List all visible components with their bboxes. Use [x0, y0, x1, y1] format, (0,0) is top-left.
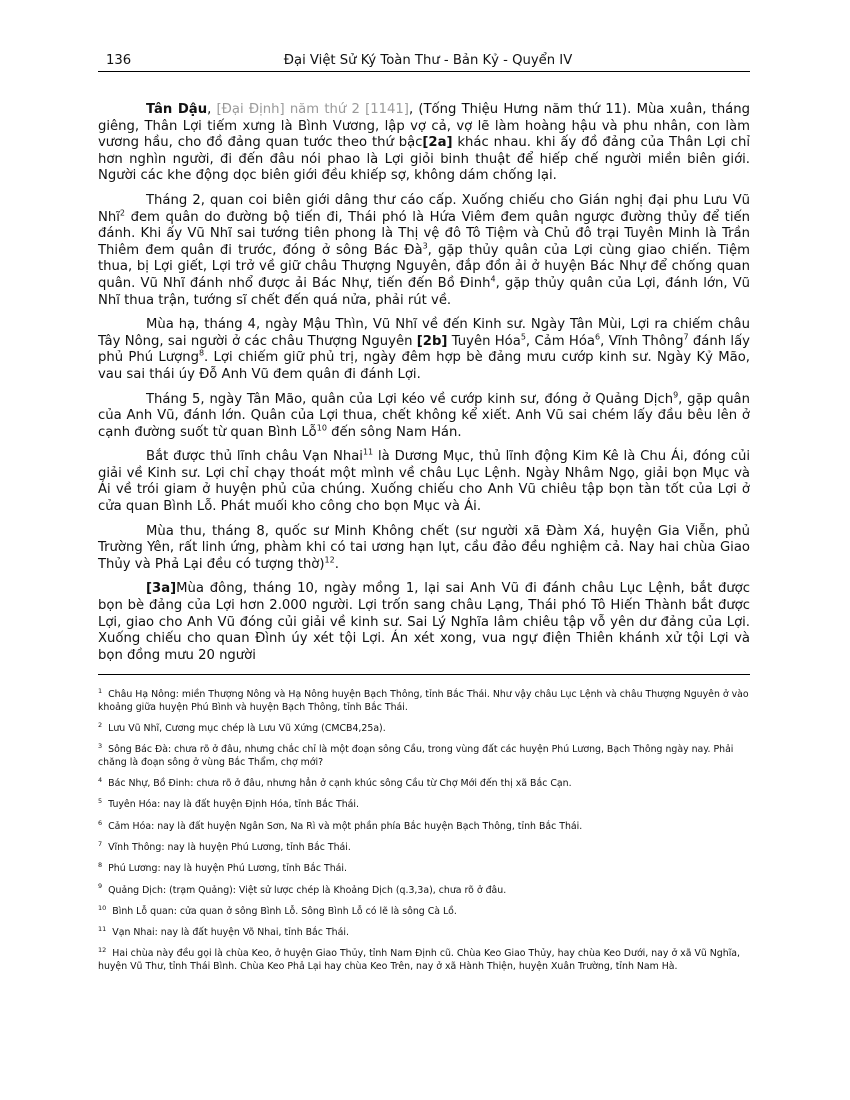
footnotes: [98, 689, 750, 973]
paragraph-6: Mùa thu, tháng 8, quốc sư Minh Không chết (sư người xã Đàm Xá, huyện Gia Viễn, phủ Trường Yên, rất linh ứng, phàm khi có tai ương hạn lụt, cầu đảo đều nghiệm cả. Nay hai chùa Giao Thủy và Phả Lại đều có tượng thờ)$^{12}$.: [98, 523, 750, 572]
page-header: [98, 46, 750, 72]
footnote-ref: 7: [683, 332, 689, 342]
footnote-divider: [98, 674, 750, 675]
footnote-ref: 2: [119, 208, 125, 218]
footnote-ref: 10: [316, 423, 327, 433]
footnote: $^3$ Sông Bác Đà: chưa rõ ở đâu, nhưng chắc chỉ là một đoạn sông Cầu, trong vùng đất các huyện Phú Lương, Bạch Thông ngày nay. Phải chăng là đoạn sông ở vùng Bắc Thẩm, chợ mới?: [98, 742, 734, 768]
footnote: $^4$ Bác Nhự, Bồ Đinh: chưa rõ ở đâu, nhưng hẳn ở cạnh khúc sông Cầu từ Chợ Mới đến thị xã Bắc Cạn.: [98, 775, 572, 790]
footnote: $^1$ Châu Hạ Nông: miền Thượng Nông và Hạ Nông huyện Bạch Thông, tỉnh Bắc Thái. Như vậy châu Lục Lệnh và châu Thượng Nguyên ở vào khoảng giữa huyện Phú Bình và huyện Bạch Thông, tỉnh Bắc Thái.: [98, 687, 749, 713]
running-title: Đại Việt Sử Ký Toàn Thư - Bản Kỷ - Quyển IV: [283, 53, 573, 68]
footnote: $^{12}$ Hai chùa này đều gọi là chùa Keo, ở huyện Giao Thủy, tỉnh Nam Định cũ. Chùa Keo Giao Thủy, hay chùa Keo Dưới, nay ở xã Vũ Nghĩa, huyện Vũ Thư, tỉnh Thái Bình. Chùa Keo Phả Lại hay chùa Keo Trên, nay ở xã Hành Thiện, huyện Xuân Trường, tỉnh Nam Hà.: [98, 946, 741, 972]
paragraph-1: Tân Dậu, [Đại Định] năm thứ 2 [1141], (Tống Thiệu Hưng năm thứ 11). Mùa xuân, tháng giêng, Thân Lợi tiếm xưng là Bình Vương, lập vợ cả, vợ lẽ làm hoàng hậu và phu nhân, con làm vương hầu, cho đồ đảng quan tước theo thứ bậc[2a] khác nhau. khi ấy đồ đảng của Thân Lợi chỉ hơn nghìn người, đi đến đâu nói phao là Lợi giỏi binh thuật để hiếp chế người miền biên giới. Người các khe động dọc biên giới đều khiếp sợ, không dám chống lại.: [98, 102, 750, 184]
footnote: $^5$ Tuyên Hóa: nay là đất huyện Định Hóa, tỉnh Bắc Thái.: [98, 797, 359, 811]
footnote: $^9$ Quảng Dịch: (trạm Quảng): Việt sử lược chép là Khoảng Dịch (q.3,3a), chưa rõ ở đâu.: [98, 882, 507, 896]
footnote-ref: 6: [594, 332, 601, 342]
footnote-ref: 4: [490, 274, 496, 284]
page-marker: [2a]: [422, 135, 453, 151]
era-note: [Đại Định] năm thứ 2 [1141]: [216, 102, 409, 117]
page-number: 136: [106, 53, 132, 68]
footnote: $^8$ Phú Lương: nay là huyện Phú Lương, tỉnh Bắc Thái.: [98, 861, 347, 875]
footnote-ref: 5: [520, 332, 526, 342]
document-page: [98, 46, 750, 982]
footnote: $^7$ Vĩnh Thông: nay là huyện Phú Lương, tỉnh Bắc Thái.: [98, 839, 351, 853]
footnote: $^{11}$ Vạn Nhai: nay là đất huyện Võ Nhai, tỉnh Bắc Thái.: [98, 925, 349, 939]
footnote-ref: 3: [422, 241, 428, 251]
paragraph-3: Mùa hạ, tháng 4, ngày Mậu Thìn, Vũ Nhĩ về đến Kinh sư. Ngày Tân Mùi, Lợi ra chiếm châu Tây Nông, sai người ở các châu Thượng Nguyên [2b] Tuyên Hóa$^5$, Cảm Hóa$^6$, Vĩnh Thông$^7$ đánh lấy phủ Phú Lượng$^8$. Lợi chiếm giữ phủ trị, ngày đêm hợp bè đảng mưu cướp kinh sư. Ngày Kỷ Mão, vau sai thái úy Đỗ Anh Vũ đem quân đi đánh Lợi.: [98, 317, 750, 382]
page-marker: [3a]: [146, 581, 177, 597]
footnote-ref: 8: [198, 348, 205, 358]
footnote: $^6$ Cảm Hóa: nay là đất huyện Ngân Sơn, Na Rì và một phần phía Bắc huyện Bạch Thông, tỉnh Bắc Thái.: [98, 818, 583, 832]
footnote: $^{10}$ Bình Lỗ quan: cửa quan ở sông Bình Lỗ. Sông Bình Lỗ có lẽ là sông Cà Lồ.: [98, 903, 457, 917]
paragraph-2: Tháng 2, quan coi biên giới dâng thư cáo cấp. Xuống chiếu cho Gián nghị đại phu Lưu Vũ Nhĩ$^2$ đem quân do đường bộ tiến đi, Thái phó là Hứa Viêm đem quân ngược đường thủy để tiến đánh. Khi ấy Vũ Nhĩ sai tướng tiên phong là Thị vệ đô Tô Tiệm và Chủ đô trại Tuyên Minh là Trần Thiêm đem quân đi trước, đóng ở sông Bác $Đà^3$, gặp thủy quân của Lợi cùng giao chiến. Tiệm thua, bị Lợi giết, Lợi trở về giữ châu Thượng Nguyên, đắp đồn ải ở huyện Bác Nhự để chống quan quân. Vũ Nhĩ đánh nhổ được ải Bác Nhự, tiến đến Bồ Đinh$^4$, gặp thủy quân của Lợi, đánh lớn, Vũ Nhĩ thua trận, tướng sĩ chết đến quá nửa, phải rút về.: [98, 192, 751, 308]
footnote-ref: 11: [362, 447, 374, 457]
paragraph-4: Tháng 5, ngày Tân Mão, quân của Lợi kéo về cướp kinh sư, đóng ở Quảng Dịch$^9$, gặp quân của Anh Vũ, đánh lớn. Quân của Lợi thua, chết không kể xiết. Anh Vũ sai chém lấy đầu bêu lên ở cạnh đường suốt từ quan Bình Lỗ$^{10}$ đến sông Nam Hán.: [98, 390, 750, 440]
paragraph-5: Bắt được thủ lĩnh châu Vạn Nhai$^{11}$ là Dương Mục, thủ lĩnh động Kim Kê là Chu Ái, đóng củi giải về Kinh sư. Lợi chỉ chạy thoát một mình về châu Lục Lệnh. Ngày Nhâm Ngọ, giải bọn Mục và Ái về trói giam ở huyện phủ của chúng. Xuống chiếu cho Anh Vũ chiêu tập bọn tàn tốt của Lợi ở cửa quan Bình Lỗ. Phát muối kho công cho bọn Mục và Ái.: [98, 447, 751, 515]
main-text: [98, 102, 750, 664]
year-heading: Tân Dậu: [146, 102, 208, 117]
page-marker: [2b]: [416, 333, 448, 349]
footnote: $^2$ Lưu Vũ Nhĩ, Cương mục chép là Lưu Vũ Xứng (CMCB4,25a).: [98, 720, 386, 735]
paragraph-7: [3a]Mùa đông, tháng 10, ngày mồng 1, lại sai Anh Vũ đi đánh châu Lục Lệnh, bắt được bọn bè đảng của Lợi hơn 2.000 người. Lợi trốn sang châu Lạng, Thái phó Tô Hiến Thành bắt được Lợi, giao cho Anh Vũ đóng củi giải về kinh sư. Sai Lý Nghĩa lâm chiêu tập vỗ yên dư đảng của Lợi. Xuống chiếu cho quan Đình úy xét tội Lợi. Án xét xong, vua ngự điện Thiên khánh xử tội Lợi và bọn đồng mưu 20 người: [98, 581, 750, 663]
footnote-ref: 12: [324, 555, 335, 565]
footnote-ref: 9: [673, 390, 679, 400]
